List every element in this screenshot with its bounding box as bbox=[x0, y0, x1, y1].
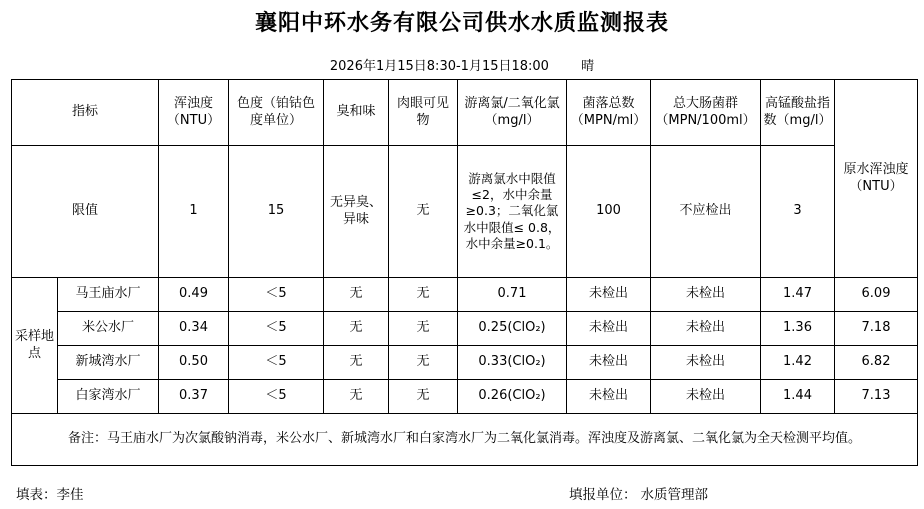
site-name: 马王庙水厂 bbox=[58, 278, 159, 312]
permanganate-value: 1.47 bbox=[761, 278, 835, 312]
visible-value: 无 bbox=[389, 380, 458, 414]
header-permanganate: 高锰酸盐指数（mg/l） bbox=[761, 80, 835, 146]
visible-value: 无 bbox=[389, 346, 458, 380]
report-title: 襄阳中环水务有限公司供水水质监测报表 bbox=[254, 11, 669, 36]
filler-name: 李佳 bbox=[56, 487, 84, 503]
note-text: 备注：马王庙水厂为次氯酸钠消毒，米公水厂、新城湾水厂和白家湾水厂为二氧化氯消毒。浑浊度及游离氯、二氧化氯为全天检测平均值。 bbox=[12, 414, 918, 466]
table-row bbox=[12, 278, 918, 312]
unit-name: 水质管理部 bbox=[640, 487, 708, 503]
header-odor: 臭和味 bbox=[324, 80, 389, 146]
odor-value: 无 bbox=[324, 278, 389, 312]
unit-label: 填报单位： bbox=[569, 487, 637, 503]
raw-turbidity-value: 6.09 bbox=[835, 278, 918, 312]
raw-turbidity-value: 7.13 bbox=[835, 380, 918, 414]
limit-turbidity: 1 bbox=[159, 146, 229, 278]
limit-label: 限值 bbox=[12, 146, 159, 278]
turbidity-value: 0.37 bbox=[159, 380, 229, 414]
color-value: ＜5 bbox=[229, 278, 324, 312]
odor-value: 无 bbox=[324, 312, 389, 346]
odor-value: 无 bbox=[324, 380, 389, 414]
period-text: 2026年1月15日8:30-1月15日18:00 bbox=[329, 59, 549, 74]
weather-text: 晴 bbox=[581, 59, 595, 74]
turbidity-value: 0.49 bbox=[159, 278, 229, 312]
header-colony: 菌落总数（MPN/ml） bbox=[567, 80, 651, 146]
site-name: 米公水厂 bbox=[58, 312, 159, 346]
permanganate-value: 1.36 bbox=[761, 312, 835, 346]
header-indicator: 指标 bbox=[12, 80, 159, 146]
coliform-value: 未检出 bbox=[651, 346, 761, 380]
header-turbidity: 浑浊度（NTU） bbox=[159, 80, 229, 146]
chlorine-value: 0.33(ClO₂) bbox=[458, 346, 567, 380]
reporting-unit bbox=[569, 483, 708, 503]
limit-coliform: 不应检出 bbox=[651, 146, 761, 278]
color-value: ＜5 bbox=[229, 312, 324, 346]
chlorine-value: 0.26(ClO₂) bbox=[458, 380, 567, 414]
coliform-value: 未检出 bbox=[651, 278, 761, 312]
limit-visible: 无 bbox=[389, 146, 458, 278]
filler-label: 填表： bbox=[16, 487, 57, 503]
colony-value: 未检出 bbox=[567, 346, 651, 380]
raw-turbidity-value: 6.82 bbox=[835, 346, 918, 380]
header-chlorine: 游离氯/二氧化氯（mg/l） bbox=[458, 80, 567, 146]
water-quality-table bbox=[11, 79, 918, 466]
header-visible: 肉眼可见物 bbox=[389, 80, 458, 146]
limit-color: 15 bbox=[229, 146, 324, 278]
coliform-value: 未检出 bbox=[651, 380, 761, 414]
limit-row bbox=[12, 146, 918, 278]
site-name: 白家湾水厂 bbox=[58, 380, 159, 414]
colony-value: 未检出 bbox=[567, 312, 651, 346]
note-row bbox=[12, 414, 918, 466]
limit-colony: 100 bbox=[567, 146, 651, 278]
sample-site-label: 采样地点 bbox=[12, 278, 58, 414]
chlorine-value: 0.71 bbox=[458, 278, 567, 312]
limit-chlorine: 游离氯水中限值 ≤2，水中余量≥0.3；二氧化氯水中限值≤ 0.8，水中余量≥0.1。 bbox=[458, 146, 567, 278]
header-color: 色度（铂钴色度单位） bbox=[229, 80, 324, 146]
turbidity-value: 0.34 bbox=[159, 312, 229, 346]
colony-value: 未检出 bbox=[567, 278, 651, 312]
site-name: 新城湾水厂 bbox=[58, 346, 159, 380]
report-period bbox=[0, 55, 924, 74]
color-value: ＜5 bbox=[229, 380, 324, 414]
permanganate-value: 1.44 bbox=[761, 380, 835, 414]
coliform-value: 未检出 bbox=[651, 312, 761, 346]
odor-value: 无 bbox=[324, 346, 389, 380]
permanganate-value: 1.42 bbox=[761, 346, 835, 380]
limit-odor: 无异臭、异味 bbox=[324, 146, 389, 278]
raw-turbidity-value: 7.18 bbox=[835, 312, 918, 346]
colony-value: 未检出 bbox=[567, 380, 651, 414]
table-row bbox=[12, 380, 918, 414]
header-row bbox=[12, 80, 918, 146]
table-row bbox=[12, 312, 918, 346]
limit-permanganate: 3 bbox=[761, 146, 835, 278]
header-coliform: 总大肠菌群（MPN/100ml） bbox=[651, 80, 761, 146]
table-row bbox=[12, 346, 918, 380]
header-raw-turbidity: 原水浑浊度（NTU） bbox=[835, 80, 918, 278]
color-value: ＜5 bbox=[229, 346, 324, 380]
turbidity-value: 0.50 bbox=[159, 346, 229, 380]
visible-value: 无 bbox=[389, 312, 458, 346]
chlorine-value: 0.25(ClO₂) bbox=[458, 312, 567, 346]
visible-value: 无 bbox=[389, 278, 458, 312]
filler bbox=[16, 483, 84, 503]
